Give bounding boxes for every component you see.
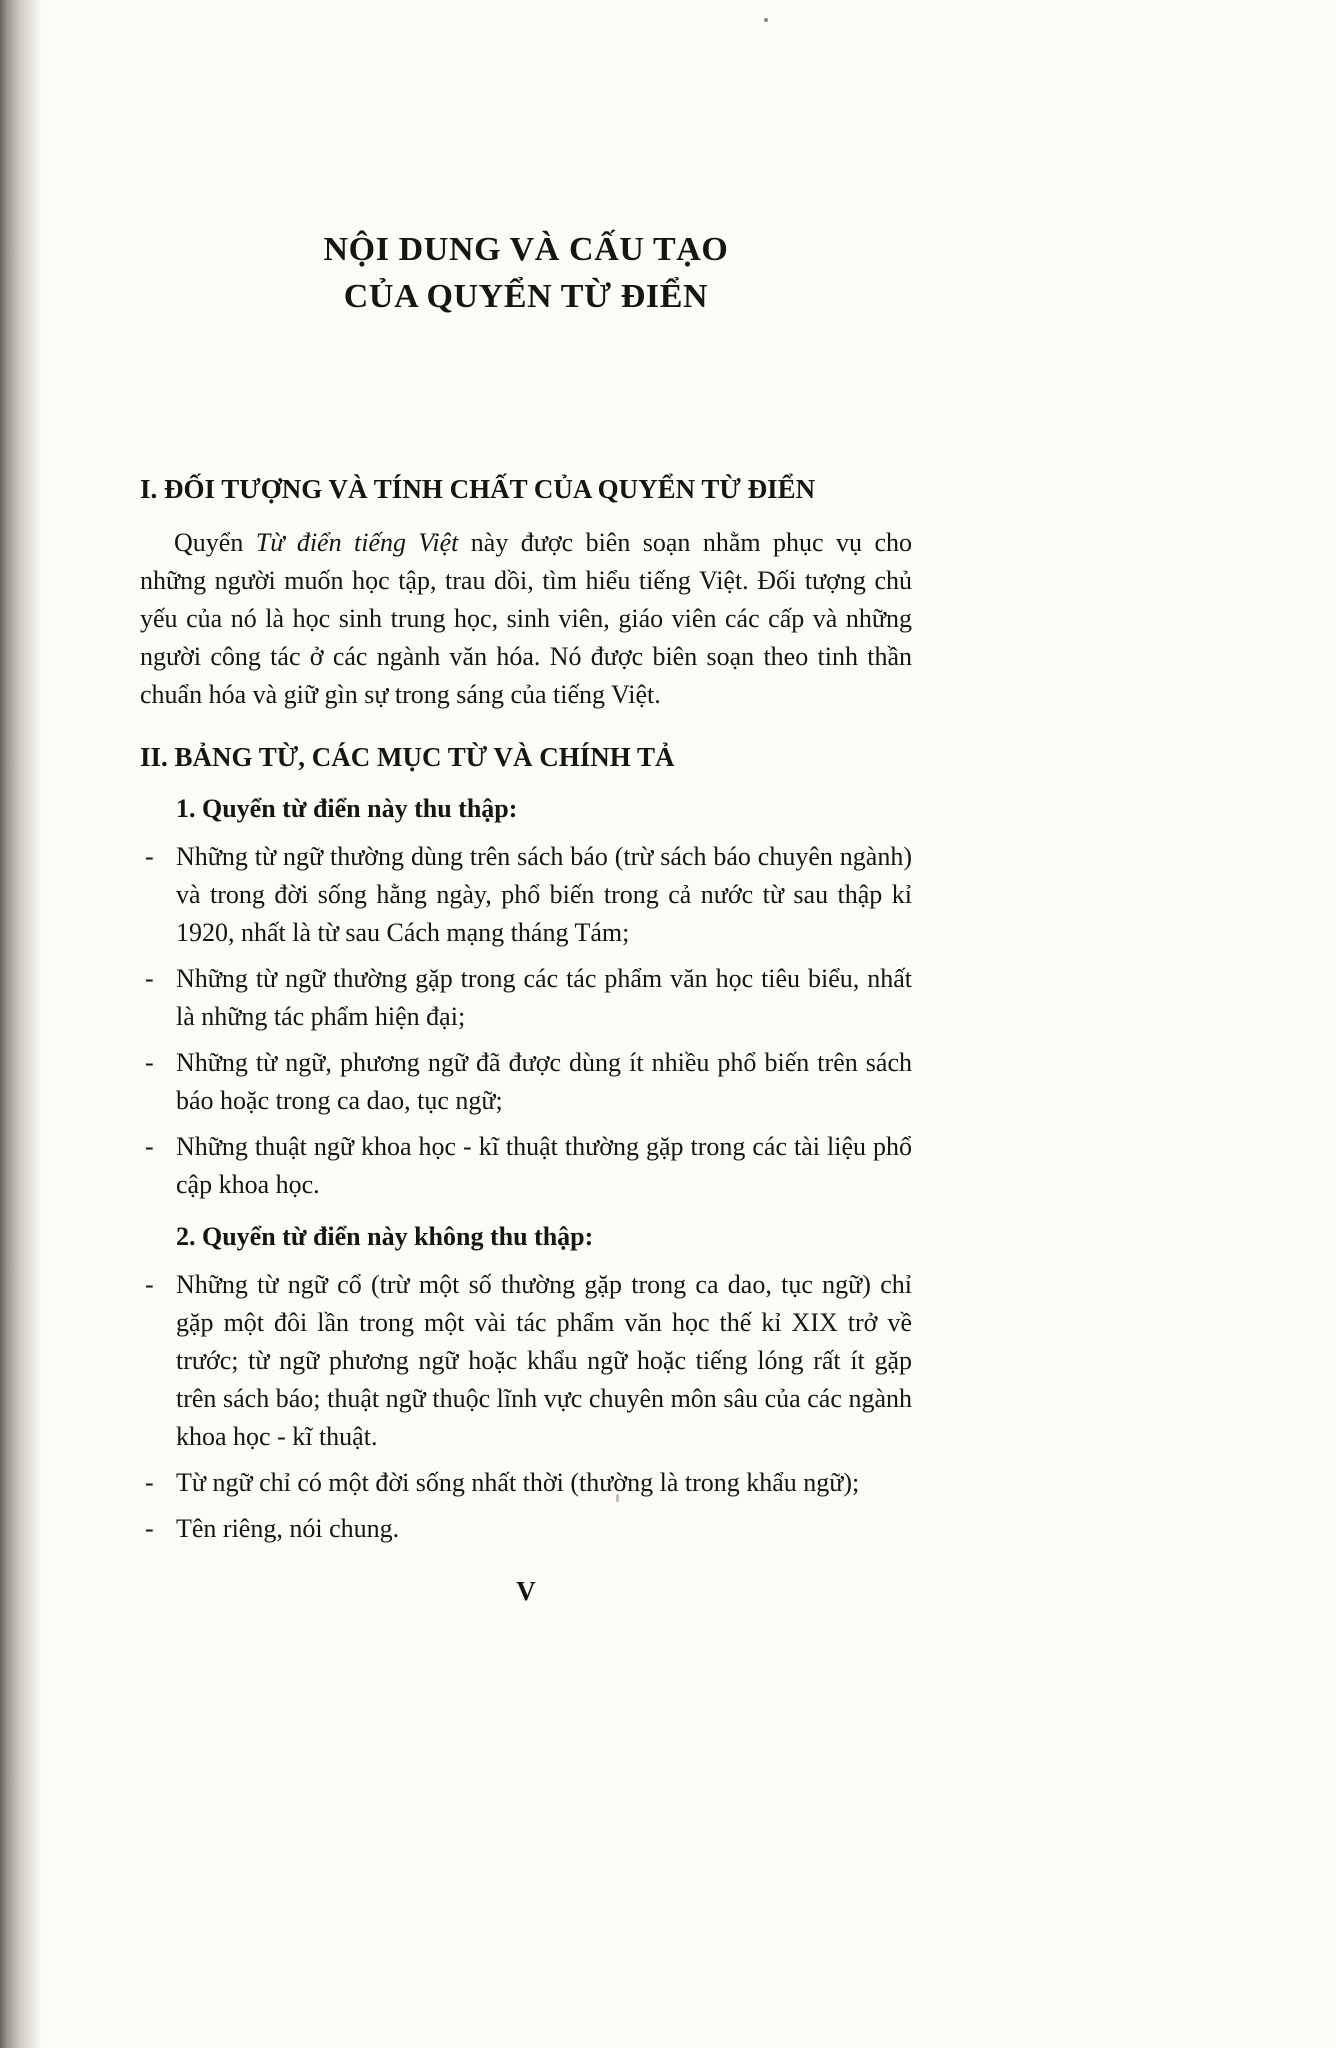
paragraph-rest-text: này được biên soạn nhằm phục vụ cho những người muốn học tập, trau dồi, tìm hiểu tiếng Việt. Đối tượng chủ yếu của nó là học sinh trung học, sinh viên, giáo viên các cấp và những người công tác ở các ngành văn hóa. Nó được biên soạn theo tinh thần chuẩn hóa và giữ gìn sự trong sáng của tiếng Việt. [140,528,912,709]
list-item [140,838,912,952]
list-item [140,1044,912,1120]
paragraph-italic-title: Từ điển tiếng Việt [255,528,459,557]
dash-marker: - [145,1468,154,1497]
dash-marker: - [145,964,154,993]
included-items-list [140,838,912,1204]
paragraph-lead-text: Quyển [174,528,256,557]
dash-marker: - [145,1270,154,1299]
dash-marker: - [145,1048,154,1077]
dash-marker: - [145,842,154,871]
section-1-heading: I. ĐỐI TƯỢNG VÀ TÍNH CHẤT CỦA QUYỂN TỪ ĐIỂN [140,474,816,504]
subsection-2-heading: 2. Quyển từ điển này không thu thập: [176,1222,594,1251]
section-2-heading: II. BẢNG TỪ, CÁC MỤC TỪ VÀ CHÍNH TẢ [140,742,675,772]
dash-marker: - [145,1514,154,1543]
page-title-line-1: NỘI DUNG VÀ CẤU TẠO [323,231,729,268]
page-content [140,0,912,1607]
list-item-text: Những từ ngữ, phương ngữ đã được dùng ít nhiều phổ biến trên sách báo hoặc trong ca dao, tục ngữ; [176,1048,912,1115]
list-item-text: Những thuật ngữ khoa học - kĩ thuật thường gặp trong các tài liệu phổ cập khoa học. [176,1132,912,1199]
page-number: V [516,1576,536,1606]
excluded-items-list [140,1266,912,1548]
list-item-text: Những từ ngữ cổ (trừ một số thường gặp trong ca dao, tục ngữ) chỉ gặp một đôi lần trong một vài tác phẩm văn học thế kỉ XIX trở về trước; từ ngữ phương ngữ hoặc khẩu ngữ hoặc tiếng lóng rất ít gặp trên sách báo; thuật ngữ thuộc lĩnh vực chuyên môn sâu của các ngành khoa học - kĩ thuật. [176,1270,912,1451]
dash-marker: - [145,1132,154,1161]
list-item-text: Tên riêng, nói chung. [176,1514,400,1543]
page-title [140,226,912,320]
list-item-text: Những từ ngữ thường dùng trên sách báo (trừ sách báo chuyên ngành) và trong đời sống hằng ngày, phổ biến trong cả nước từ sau thập kỉ 1920, nhất là từ sau Cách mạng tháng Tám; [176,842,912,947]
section-1-paragraph [140,524,912,714]
subsection-1-heading: 1. Quyển từ điển này thu thập: [176,794,518,823]
list-item-text: Những từ ngữ thường gặp trong các tác phẩm văn học tiêu biểu, nhất là những tác phẩm hiện đại; [176,964,912,1031]
list-item [140,1510,912,1548]
page-title-line-2: CỦA QUYỂN TỪ ĐIỂN [343,278,709,315]
list-item-text: Từ ngữ chỉ có một đời sống nhất thời (thường là trong khẩu ngữ); [176,1468,860,1497]
list-item [140,960,912,1036]
list-item [140,1464,912,1502]
list-item [140,1266,912,1456]
page-binding-shadow [0,0,42,2048]
list-item [140,1128,912,1204]
